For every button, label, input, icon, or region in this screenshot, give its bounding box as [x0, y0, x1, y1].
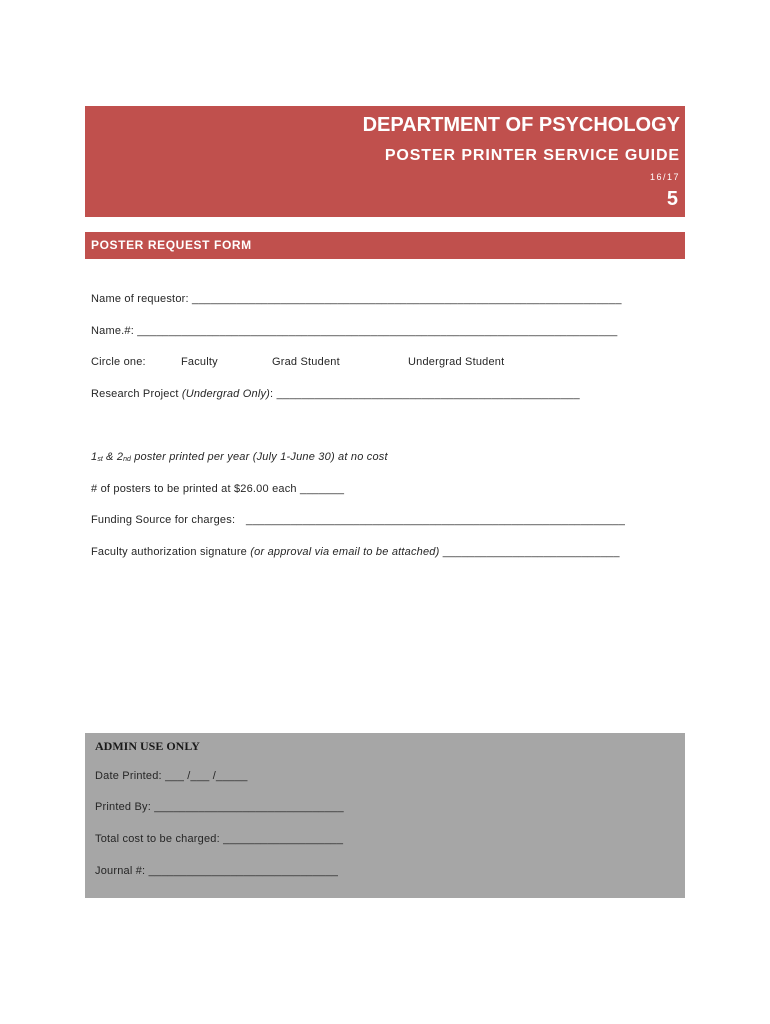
name-number-blank[interactable]: ____________________________________________________________________________: [137, 325, 618, 337]
guide-title: POSTER PRINTER SERVICE GUIDE: [384, 147, 680, 164]
requestor-blank[interactable]: ____________________________________________________________________: [192, 293, 622, 305]
requestor-row: [91, 292, 622, 306]
faculty-auth-blank[interactable]: ____________________________: [442, 546, 620, 558]
free-posters-rest: poster printed per year (July 1-June 30) at no cost: [130, 451, 388, 463]
faculty-auth-row: [91, 545, 620, 559]
total-cost-blank[interactable]: ___________________: [223, 833, 344, 845]
faculty-auth-label: Faculty authorization signature: [91, 546, 248, 558]
faculty-auth-note: (or approval via email to be attached): [250, 546, 440, 558]
poster-count-row: [91, 482, 344, 496]
option-grad-student[interactable]: Grad Student: [272, 356, 340, 368]
poster-count-label: # of posters to be printed at $26.00 each: [91, 483, 297, 495]
poster-count-blank[interactable]: _______: [300, 483, 345, 495]
date-printed-label: Date Printed:: [95, 770, 162, 782]
research-project-label: Research Project: [91, 388, 179, 400]
date-printed-blank[interactable]: ___ /___ /_____: [165, 770, 248, 782]
academic-year: 16/17: [649, 172, 680, 182]
free-posters-first-suffix: st: [97, 456, 103, 463]
option-undergrad-student[interactable]: Undergrad Student: [408, 356, 505, 368]
journal-label: Journal #:: [95, 865, 146, 877]
free-posters-mid: & 2: [102, 451, 124, 463]
circle-one-label: Circle one:: [91, 356, 146, 368]
free-posters-note: [91, 450, 388, 464]
circle-one-row: [91, 355, 611, 369]
header-banner: [85, 106, 685, 217]
section-title: POSTER REQUEST FORM: [91, 238, 252, 252]
requestor-label: Name of requestor:: [91, 293, 189, 305]
admin-box: [85, 733, 685, 898]
section-bar: [85, 232, 685, 259]
free-posters-second-suffix: nd: [123, 456, 131, 463]
printed-by-label: Printed By:: [95, 801, 152, 813]
research-project-blank[interactable]: ________________________________________________: [276, 388, 580, 400]
date-printed-row: [95, 769, 248, 783]
option-faculty[interactable]: Faculty: [181, 356, 218, 368]
printed-by-blank[interactable]: ______________________________: [154, 801, 344, 813]
admin-title: ADMIN USE ONLY: [95, 739, 200, 753]
free-posters-first: 1: [91, 451, 98, 463]
funding-row: [91, 513, 651, 527]
journal-row: [95, 864, 338, 878]
total-cost-label: Total cost to be charged:: [95, 833, 220, 845]
research-project-note: (Undergrad Only): [181, 388, 271, 400]
department-title: DEPARTMENT OF PSYCHOLOGY: [362, 114, 680, 136]
page-number: 5: [666, 188, 678, 210]
research-project-colon: :: [270, 388, 274, 400]
name-number-row: [91, 324, 617, 338]
total-cost-row: [95, 832, 343, 846]
research-project-row: [91, 387, 580, 401]
funding-blank[interactable]: ____________________________________________________________: [246, 514, 626, 526]
funding-label: Funding Source for charges:: [91, 514, 236, 526]
printed-by-row: [95, 800, 344, 814]
journal-blank[interactable]: ______________________________: [148, 865, 339, 877]
name-number-label: Name.#:: [91, 325, 134, 337]
